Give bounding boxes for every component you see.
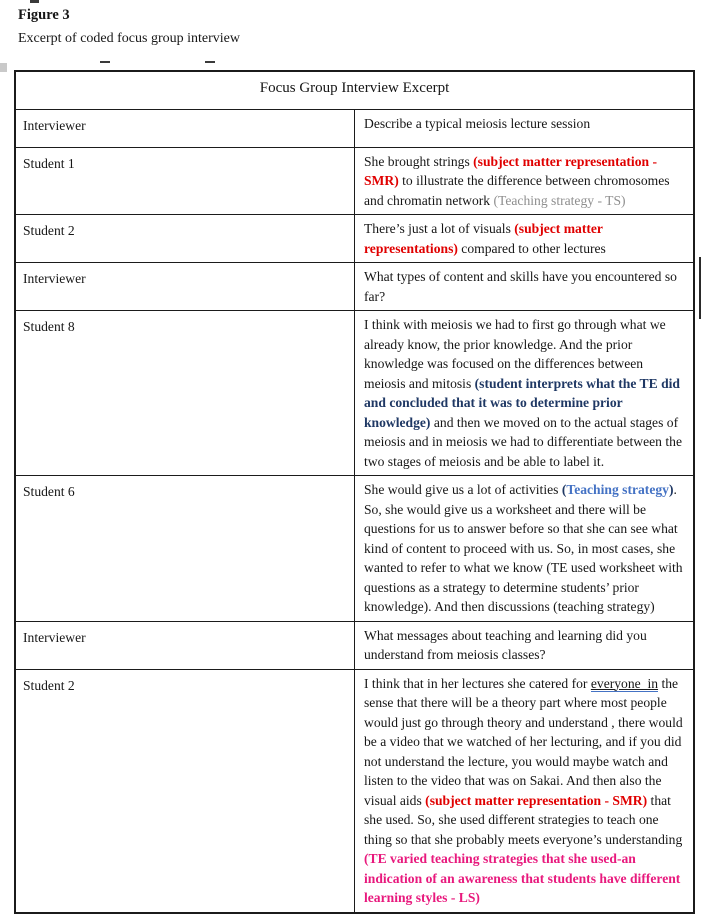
speaker-cell: Student 8 [15,311,355,476]
speaker-cell: Student 2 [15,669,355,913]
coded-text-segment: (Teaching strategy - TS) [493,192,626,208]
content-cell [355,669,695,913]
speaker-cell: Interviewer [15,263,355,311]
speaker-cell: Student 1 [15,147,355,215]
text-segment: . So, she would give us a worksheet and there will be questions for us to answer before so that she can see what kind of content to proceed with us. So, in most cases, she wanted to refer to what we know (TE used worksheet with questions as a strategy to determine students’ prior knowledge). And then discussions (teaching strategy) [364,482,687,614]
crop-artifact [30,0,39,3]
speaker-cell: Student 6 [15,476,355,622]
text-segment: Describe a typical meiosis lecture session [364,115,591,131]
coded-text-segment: (student interprets what the TE did and concluded that it was to determine prior knowledge) [364,375,684,430]
interview-table [14,70,695,914]
text-segment: What messages about teaching and learning did you understand from meiosis classes? [364,627,651,662]
table-row [15,147,694,215]
content-cell [355,476,695,622]
figure-label: Figure 3 [18,7,70,23]
text-segment: There’s just a lot of visuals [364,221,515,236]
table-row [15,669,694,913]
table-row [15,476,694,622]
coded-text-segment: (subject matter representations) [364,221,607,256]
coded-text-segment: ) [668,482,674,497]
speaker-cell: Interviewer [15,109,355,147]
text-segment: to illustrate the difference between chromosomes and chromatin network [364,173,673,208]
text-segment: and then we moved on to the actual stages of meiosis and in meiosis we had to differentiate between the two stages of meiosis and be able to label it. [364,414,686,469]
table-title: Focus Group Interview Excerpt [15,71,694,109]
text-segment: What types of content and skills have you encountered so far? [364,269,681,304]
table-row [15,263,694,311]
table-row [15,109,694,147]
coded-text-segment: (subject matter representation - SMR) [425,792,648,808]
coded-text-segment: (subject matter representation - SMR) [364,153,661,188]
content-cell [355,215,695,263]
text-segment: She brought strings [364,153,474,169]
table-row [15,311,694,476]
text-segment: that she used. So, she used different strategies to teach one thing so that she probably meets everyone’s understanding [364,792,686,847]
speaker-cell: Student 2 [15,215,355,263]
content-cell [355,263,695,311]
table-row [15,621,694,669]
coded-text-segment: ( [561,482,567,497]
text-segment: compared to other lectures [457,240,606,256]
coded-text-segment: everyone in [590,675,659,691]
content-cell [355,621,695,669]
figure-caption: Excerpt of coded focus group interview [18,31,240,46]
text-segment: the sense that there will be a theory part where most people would just go through theory and understand , there would be a video that we watched of her lecturing, and if you did not understand the lecture, you would maybe watch and listen to the video that was on Sakai. And then also the visual aids [364,675,687,808]
crop-artifact [100,61,110,63]
table-row [15,215,694,263]
speaker-cell: Interviewer [15,621,355,669]
crop-artifact [699,257,701,319]
coded-text-segment: Teaching strategy [566,482,669,497]
content-cell [355,109,695,147]
content-cell [355,311,695,476]
text-segment: I think that in her lectures she catered for [364,675,591,691]
text-segment: I think with meiosis we had to first go through what we already know, the prior knowledge. And the prior knowledge was focused on the differences between meiosis and mitosis [364,317,670,391]
text-segment: She would give us a lot of activities [364,482,562,497]
table-title-row [15,71,694,109]
crop-artifact [0,63,7,72]
coded-text-segment: (TE varied teaching strategies that she used-an indication of an awareness that students have different learning styles - LS) [364,851,684,905]
crop-artifact [205,61,215,63]
interview-table-body [15,109,694,913]
content-cell [355,147,695,215]
